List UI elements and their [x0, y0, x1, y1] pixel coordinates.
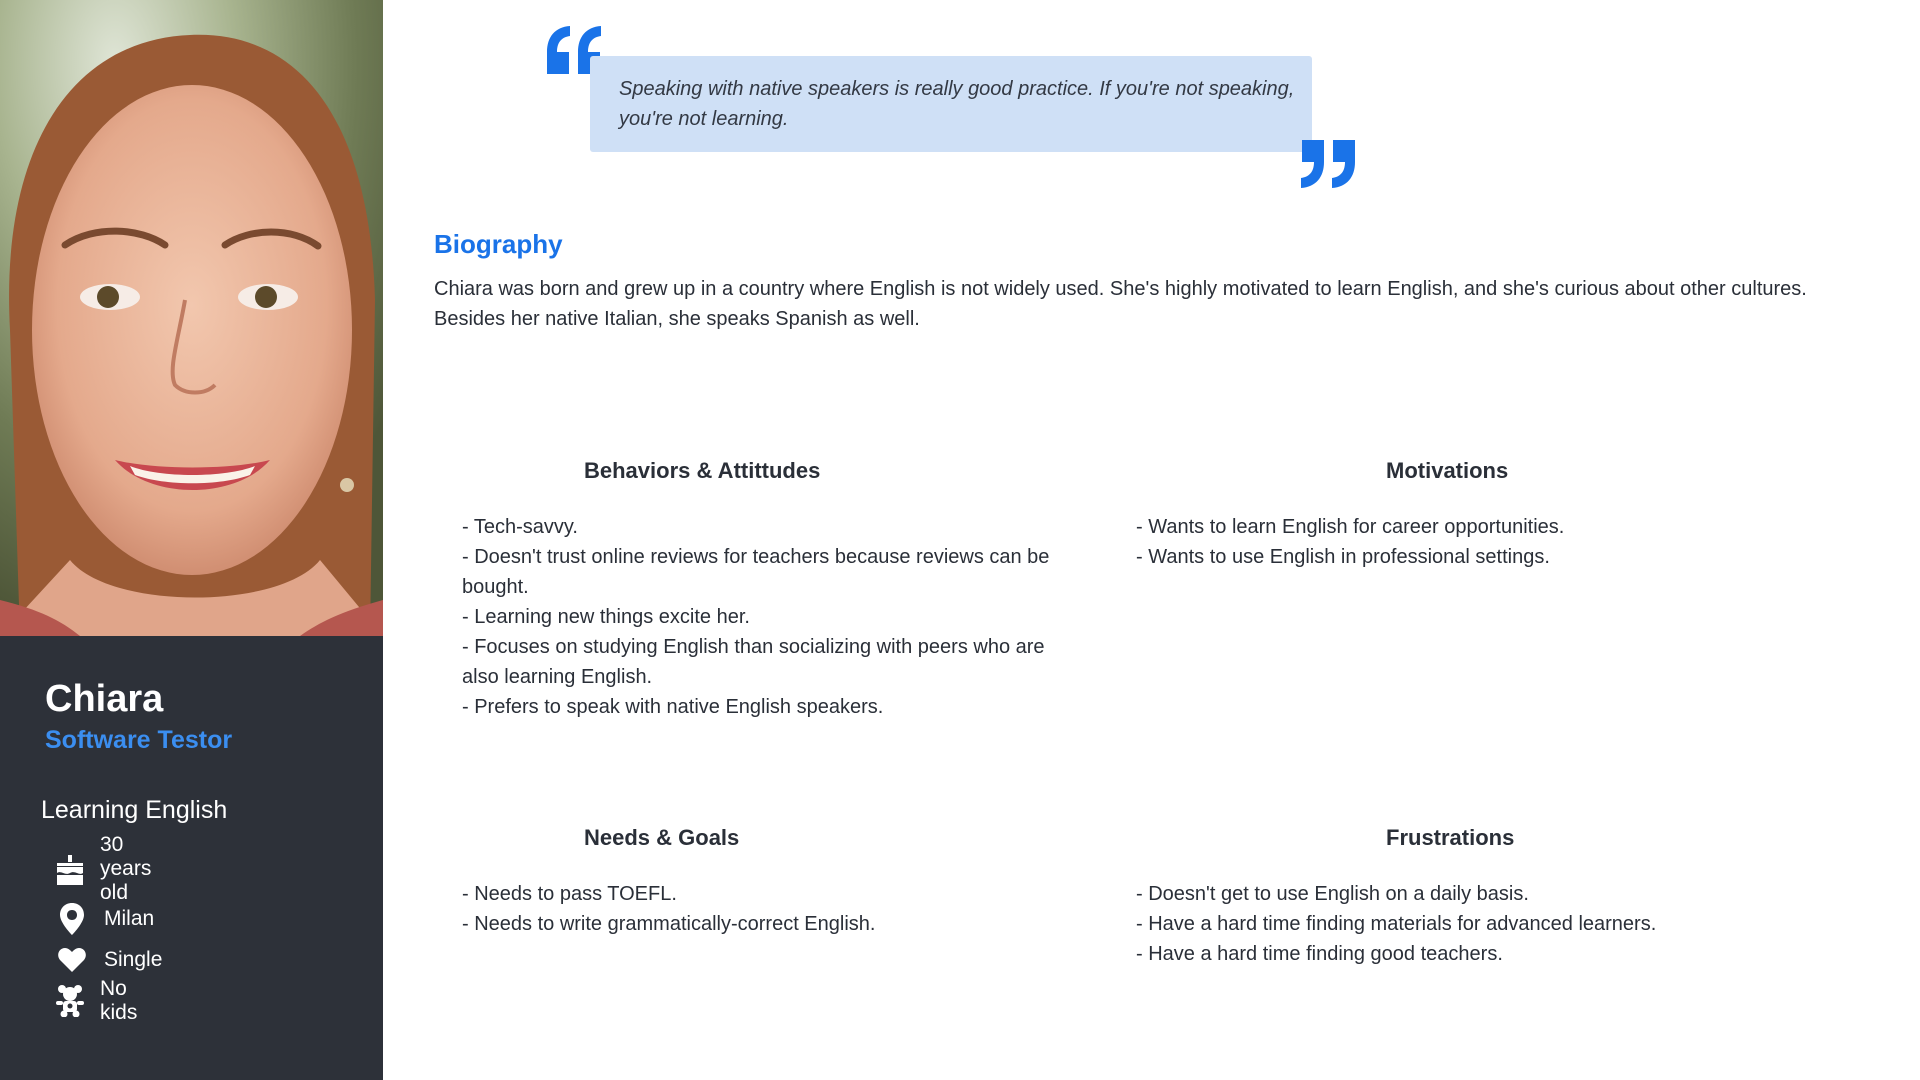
- frustrations-heading: Frustrations: [1386, 825, 1515, 850]
- list-item: - Prefers to speak with native English speakers.: [462, 696, 884, 718]
- list-item: - Have a hard time finding good teachers.: [1136, 943, 1503, 965]
- fact-kids-text: No kids: [100, 977, 138, 1024]
- needs-goals-heading: Needs & Goals: [584, 825, 740, 850]
- list-item: - Doesn't trust online reviews for teachers because reviews can be bought.: [462, 546, 1050, 598]
- profile-sidebar: [0, 0, 383, 1080]
- close-quote-icon: [1297, 138, 1359, 195]
- fact-age: [55, 833, 155, 904]
- biography-heading: Biography: [434, 229, 563, 259]
- behaviors-heading: Behaviors & Attittudes: [584, 458, 821, 483]
- list-item: - Have a hard time finding materials for advanced learners.: [1136, 913, 1657, 935]
- list-item: - Needs to write grammatically-correct English.: [462, 913, 876, 935]
- fact-city-text: Milan: [104, 907, 155, 930]
- behaviors-list: [462, 512, 1062, 722]
- portrait-illustration: [0, 0, 383, 636]
- fact-kids: [55, 977, 141, 1024]
- fact-age-text: 30 years old: [100, 833, 152, 904]
- biography-text: Chiara was born and grew up in a country where English is not widely used. She's highly motivated to learn English, and she's curious about other cultures. Besides her native Italian, she speaks Spanish as well.: [434, 278, 1807, 330]
- list-item: - Focuses on studying English than socializing with peers who are also learning English.: [462, 636, 1045, 688]
- location-pin-icon: [55, 902, 89, 936]
- list-item: - Wants to learn English for career opportunities.: [1136, 516, 1565, 538]
- persona-quote: Speaking with native speakers is really good practice. If you're not speaking, you're not learning.: [590, 56, 1312, 152]
- list-item: - Needs to pass TOEFL.: [462, 883, 677, 905]
- list-item: - Doesn't get to use English on a daily basis.: [1136, 883, 1529, 905]
- list-item: - Learning new things excite her.: [462, 606, 750, 628]
- needs-goals-list: [462, 879, 1062, 939]
- motivations-heading: Motivations: [1386, 458, 1509, 483]
- fact-relationship: [55, 943, 162, 977]
- birthday-cake-icon: [55, 852, 85, 886]
- frustrations-list: [1136, 879, 1856, 969]
- profile-photo: [0, 0, 383, 636]
- persona-tagline: Learning English: [41, 796, 228, 824]
- fact-city: [55, 902, 154, 936]
- fact-relationship-text: Single: [104, 948, 163, 971]
- persona-role: Software Testor: [45, 726, 233, 754]
- motivations-list: [1136, 512, 1856, 572]
- heart-icon: [55, 943, 89, 977]
- teddy-bear-icon: [55, 984, 85, 1018]
- list-item: - Tech-savvy.: [462, 516, 578, 538]
- list-item: - Wants to use English in professional settings.: [1136, 546, 1550, 568]
- persona-name: Chiara: [45, 678, 164, 720]
